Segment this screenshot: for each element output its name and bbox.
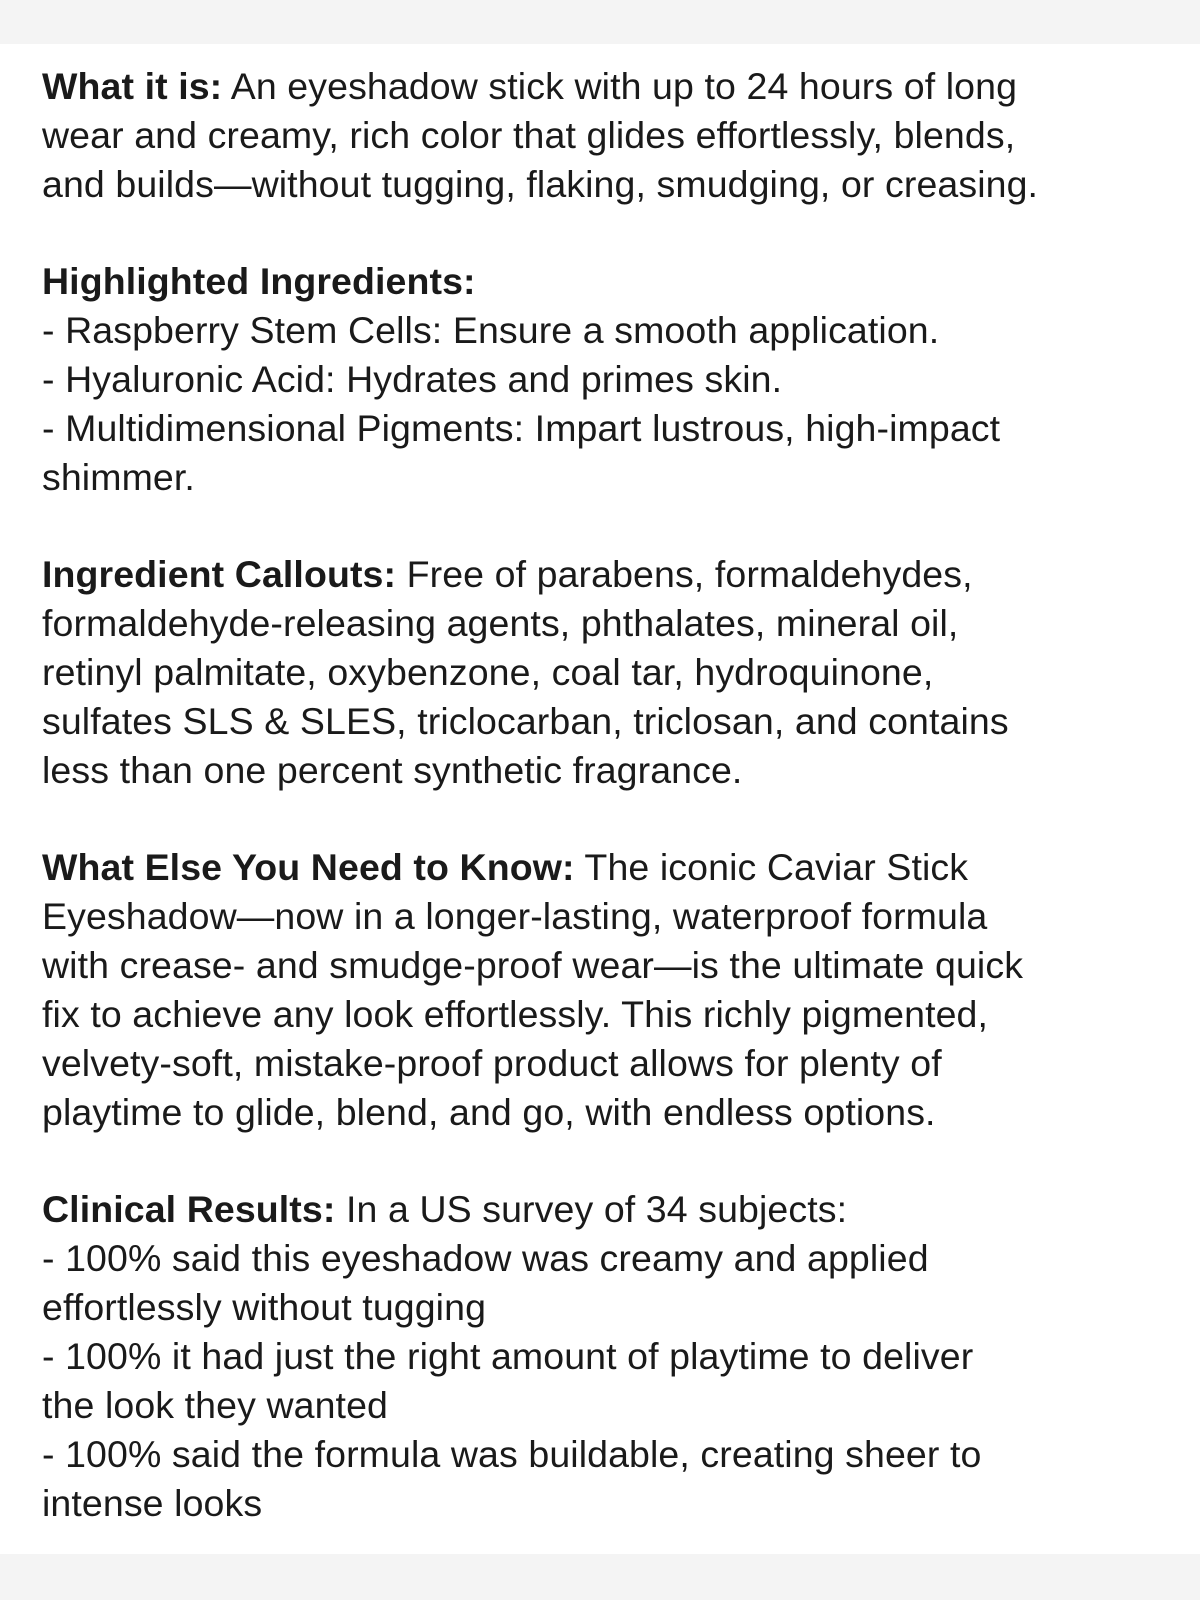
ingredient-callouts-line: retinyl palmitate, oxybenzone, coal tar, hydroquinone, <box>42 651 934 693</box>
what-it-is-line: and builds—without tugging, flaking, smudging, or creasing. <box>42 163 1039 205</box>
what-else-section <box>42 843 1172 1137</box>
clinical-results-line: intense looks <box>42 1482 263 1524</box>
what-it-is-text: An eyeshadow stick with up to 24 hours of long <box>222 65 1018 107</box>
what-it-is-line: wear and creamy, rich color that glides effortlessly, blends, <box>42 114 1016 156</box>
ingredient-callouts-line <box>42 550 1172 599</box>
highlighted-ingredients-section <box>42 257 1172 502</box>
ingredient-list-item: - Raspberry Stem Cells: Ensure a smooth application. <box>42 309 940 351</box>
clinical-results-line: - 100% it had just the right amount of playtime to deliver <box>42 1335 974 1377</box>
ingredient-callouts-line: less than one percent synthetic fragrance. <box>42 749 743 791</box>
clinical-results-heading: Clinical Results: <box>42 1188 336 1230</box>
content-sheet <box>0 44 1200 1554</box>
what-else-text: The iconic Caviar Stick <box>574 846 969 888</box>
clinical-results-line: effortlessly without tugging <box>42 1286 487 1328</box>
what-it-is-heading: What it is: <box>42 65 223 107</box>
ingredient-callouts-line: formaldehyde-releasing agents, phthalates, mineral oil, <box>42 602 959 644</box>
product-description <box>42 62 1172 1576</box>
clinical-results-line: - 100% said the formula was buildable, creating sheer to <box>42 1433 982 1475</box>
what-else-line: Eyeshadow—now in a longer-lasting, waterproof formula <box>42 895 988 937</box>
ingredient-list-item: - Hyaluronic Acid: Hydrates and primes skin. <box>42 358 783 400</box>
what-else-line <box>42 843 1172 892</box>
clinical-results-line: - 100% said this eyeshadow was creamy and applied <box>42 1237 929 1279</box>
what-it-is-line <box>42 62 1172 111</box>
ingredient-callouts-heading: Ingredient Callouts: <box>42 553 397 595</box>
clinical-results-text: In a US survey of 34 subjects: <box>335 1188 848 1230</box>
ingredient-callouts-line: sulfates SLS & SLES, triclocarban, triclosan, and contains <box>42 700 1009 742</box>
what-it-is-section <box>42 62 1172 209</box>
clinical-results-section <box>42 1185 1172 1528</box>
clinical-results-line: the look they wanted <box>42 1384 388 1426</box>
what-else-heading: What Else You Need to Know: <box>42 846 575 888</box>
highlighted-ingredients-heading: Highlighted Ingredients: <box>42 260 476 302</box>
ingredient-callouts-text: Free of parabens, formaldehydes, <box>396 553 973 595</box>
ingredient-callouts-section <box>42 550 1172 795</box>
what-else-line: velvety-soft, mistake-proof product allows for plenty of <box>42 1042 942 1084</box>
ingredient-list-item: shimmer. <box>42 456 195 498</box>
what-else-line: playtime to glide, blend, and go, with endless options. <box>42 1091 936 1133</box>
what-else-line: with crease- and smudge-proof wear—is the ultimate quick <box>42 944 1024 986</box>
clinical-results-line <box>42 1185 1172 1234</box>
ingredient-list-item: - Multidimensional Pigments: Impart lustrous, high-impact <box>42 407 1001 449</box>
what-else-line: fix to achieve any look effortlessly. This richly pigmented, <box>42 993 989 1035</box>
